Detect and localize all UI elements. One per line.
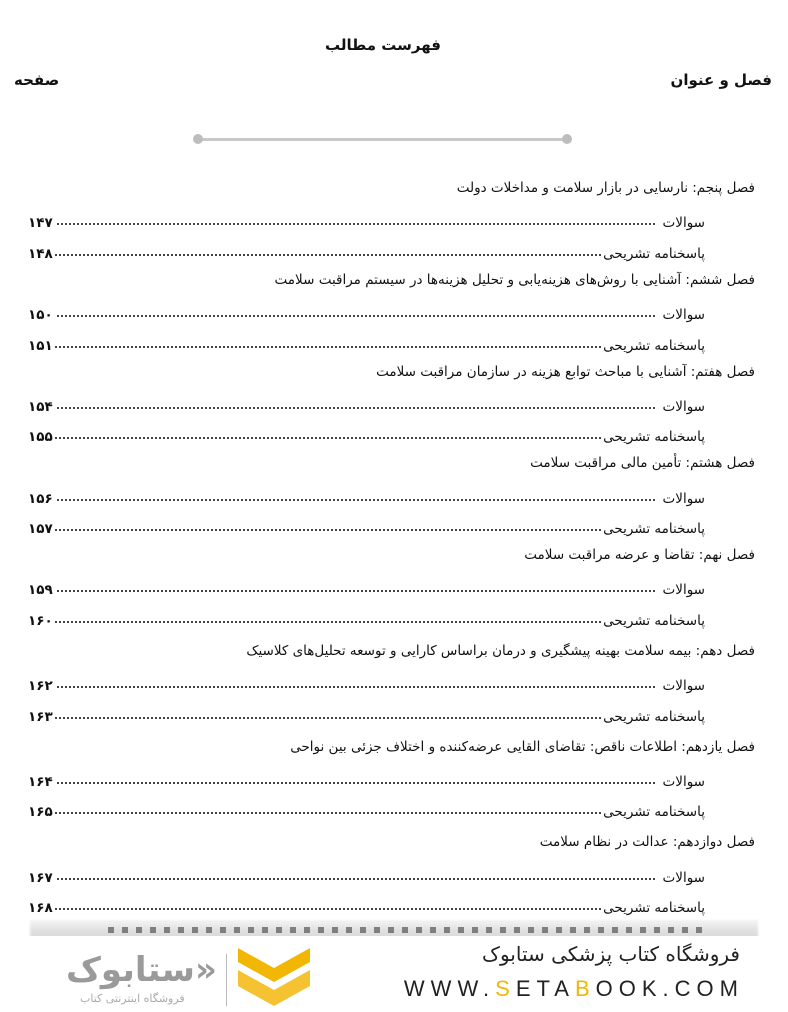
toc-entry[interactable] — [28, 204, 755, 235]
chapter-title[interactable]: فصل دهم: بیمه سلامت بهینه پیشگیری و درمان براساس کارایی و توسعه تحلیل‌های کلاسیک — [246, 642, 755, 659]
page-number: ۱۵۱ — [28, 337, 53, 354]
page-number: ۱۵۶ — [28, 490, 53, 507]
entry-label: سوالات — [662, 490, 705, 507]
dot-leader — [57, 315, 655, 317]
page-number: ۱۶۳ — [28, 708, 53, 725]
entry-label: سوالات — [662, 582, 705, 599]
dot-leader — [57, 878, 655, 880]
dot-leader — [55, 437, 601, 439]
brand-logo: «ستابوک — [66, 950, 217, 990]
dot-leader — [55, 717, 601, 719]
dot-leader — [55, 621, 601, 623]
entry-label: سوالات — [662, 215, 705, 232]
column-header-page: صفحه — [14, 71, 60, 89]
page-number: ۱۶۸ — [28, 900, 53, 917]
store-url[interactable]: WWW.SETABOOK.COM — [403, 976, 744, 1001]
page-number: ۱۶۲ — [28, 678, 53, 695]
entry-label: سوالات — [662, 773, 705, 790]
column-header-chapter: فصل و عنوان — [670, 71, 772, 89]
toc-entry[interactable] — [28, 387, 755, 418]
toc-entry[interactable] — [28, 326, 755, 357]
toc-entry[interactable] — [28, 234, 755, 265]
page-number: ۱۴۷ — [28, 215, 53, 232]
chapter-title[interactable]: فصل یازدهم: اطلاعات ناقص: تقاضای القایی عرضه‌کننده و اختلاف جزئی بین نواحی — [290, 738, 755, 755]
page-number: ۱۵۹ — [28, 582, 53, 599]
entry-label: پاسخنامه تشریحی — [603, 612, 705, 629]
toc-entry[interactable] — [28, 889, 755, 920]
dot-leader — [57, 590, 655, 592]
entry-label: سوالات — [662, 678, 705, 695]
page-number: ۱۶۷ — [28, 869, 53, 886]
chapter-title[interactable]: فصل دوازدهم: عدالت در نظام سلامت — [539, 834, 755, 851]
toc-entry[interactable] — [28, 601, 755, 632]
toc-entry[interactable] — [28, 858, 755, 889]
divider — [198, 138, 566, 141]
entry-label: پاسخنامه تشریحی — [603, 900, 705, 917]
page-number: ۱۵۷ — [28, 521, 53, 538]
page-number: ۱۶۵ — [28, 804, 53, 821]
toc-entry[interactable] — [28, 793, 755, 824]
entry-label: پاسخنامه تشریحی — [603, 429, 705, 446]
entry-label: سوالات — [662, 306, 705, 323]
toc-entry[interactable] — [28, 295, 755, 326]
chapter-title[interactable]: فصل هفتم: آشنایی با مباحث توابع هزینه در سازمان مراقبت سلامت — [376, 363, 755, 380]
dot-leader — [57, 686, 655, 688]
chapter-title[interactable]: فصل پنجم: نارسایی در بازار سلامت و مداخلات دولت — [456, 180, 755, 196]
page-number: ۱۵۵ — [28, 429, 53, 446]
divider-dot — [562, 134, 572, 144]
chapter-title[interactable]: فصل ششم: آشنایی با روش‌های هزینه‌یابی و تحلیل هزینه‌ها در سیستم مراقبت سلامت — [274, 271, 755, 288]
brand-subtitle: فروشگاه اینترنتی کتاب — [80, 992, 185, 1005]
entry-label: پاسخنامه تشریحی — [603, 245, 705, 262]
dot-leader — [57, 407, 655, 409]
dot-leader — [55, 908, 601, 910]
dot-leader — [57, 499, 655, 501]
toc-entry[interactable] — [28, 697, 755, 728]
store-name: فروشگاه کتاب پزشکی ستابوک — [482, 942, 740, 966]
toc-entry[interactable] — [28, 762, 755, 793]
chapter-title[interactable]: فصل هشتم: تأمین مالی مراقبت سلامت — [530, 455, 755, 472]
chevron-logo-icon — [238, 948, 310, 1008]
entry-label: پاسخنامه تشریحی — [603, 521, 705, 538]
dot-leader — [57, 782, 655, 784]
entry-label: سوالات — [662, 869, 705, 886]
toc-entry[interactable] — [28, 479, 755, 510]
page-number: ۱۵۴ — [28, 398, 53, 415]
divider-dot — [193, 134, 203, 144]
page-number: ۱۶۴ — [28, 773, 53, 790]
page-number: ۱۵۰ — [28, 306, 53, 323]
entry-label: پاسخنامه تشریحی — [603, 337, 705, 354]
page-number: ۱۶۰ — [28, 612, 53, 629]
table-of-contents — [28, 173, 755, 919]
entry-label: پاسخنامه تشریحی — [603, 708, 705, 725]
page-title: فهرست مطالب — [325, 36, 441, 54]
dot-leader — [55, 812, 601, 814]
entry-label: پاسخنامه تشریحی — [603, 804, 705, 821]
entry-label: سوالات — [662, 398, 705, 415]
toc-entry[interactable] — [28, 571, 755, 602]
logo-separator — [226, 954, 227, 1006]
toc-entry[interactable] — [28, 510, 755, 541]
toc-entry[interactable] — [28, 418, 755, 449]
toc-entry[interactable] — [28, 667, 755, 698]
dot-leader — [55, 529, 601, 531]
chapter-title[interactable]: فصل نهم: تقاضا و عرضه مراقبت سلامت — [524, 547, 755, 564]
page-number: ۱۴۸ — [28, 245, 53, 262]
dot-leader — [57, 223, 655, 225]
dot-leader — [55, 346, 601, 348]
obscured-text — [108, 927, 708, 933]
store-banner — [0, 936, 788, 1012]
dot-leader — [55, 254, 601, 256]
